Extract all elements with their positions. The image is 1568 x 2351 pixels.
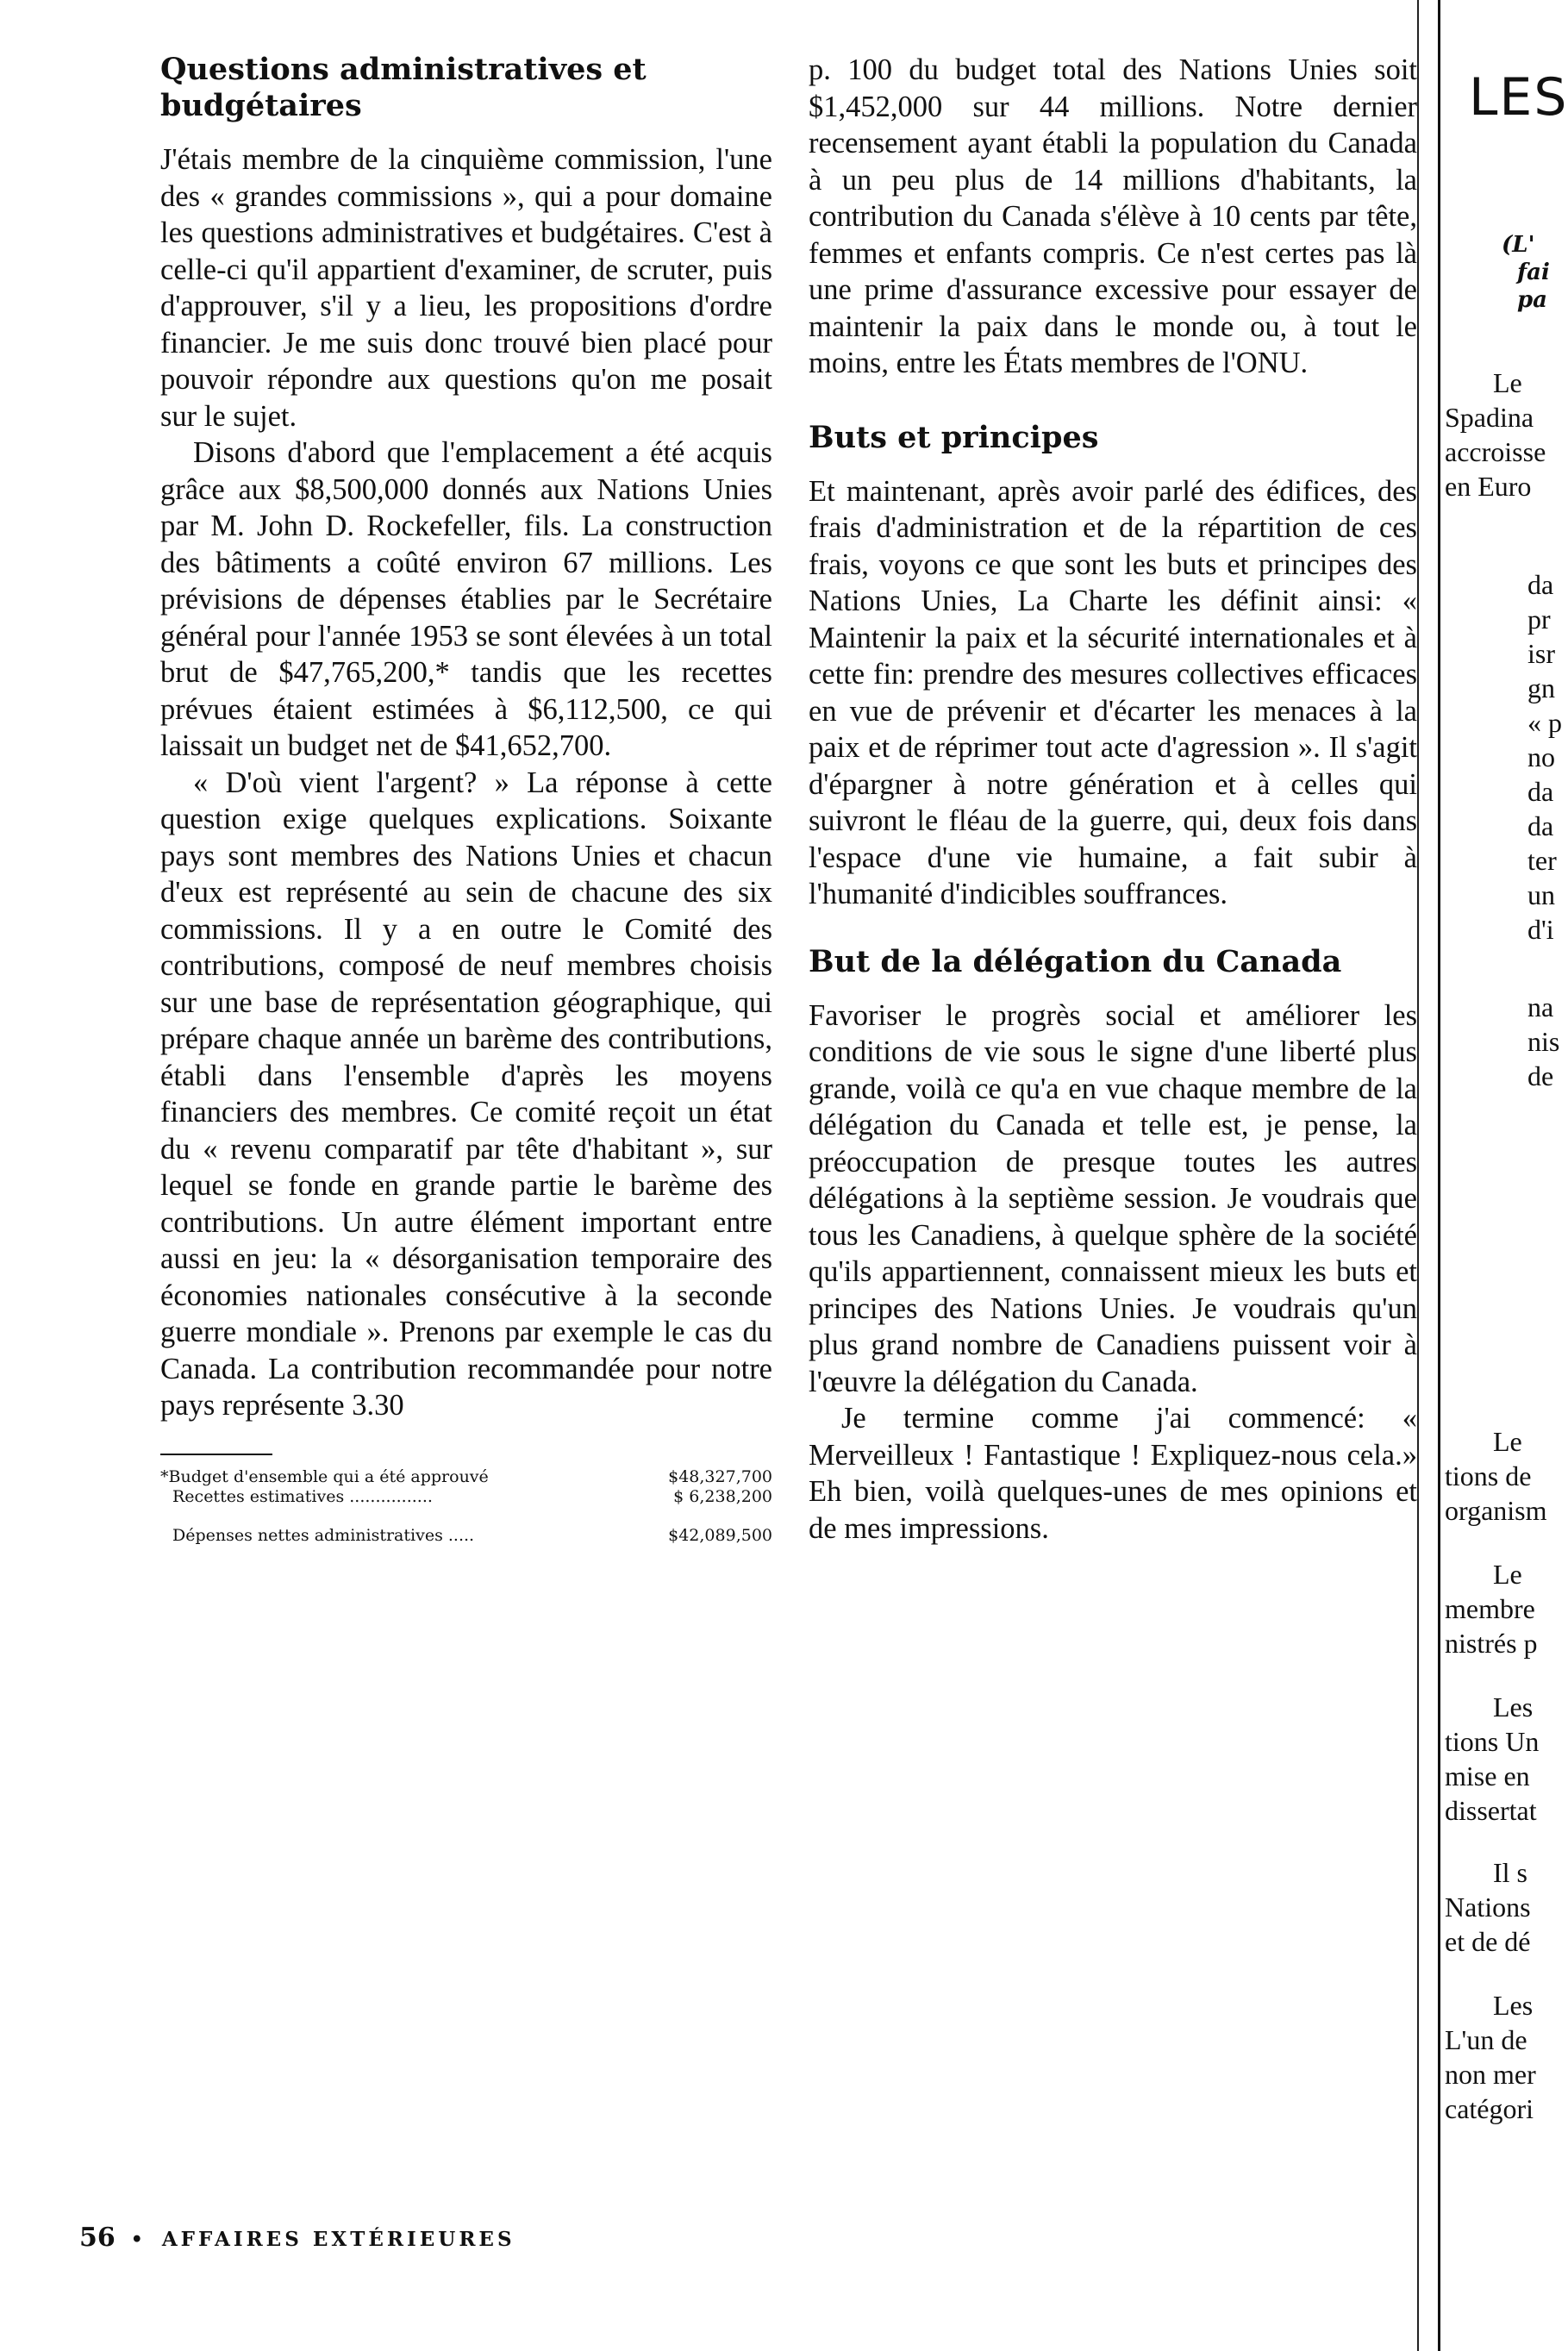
fragment-line: dissertat xyxy=(1445,1795,1537,1826)
footnote-label: *Budget d'ensemble qui a été approuvé xyxy=(160,1466,489,1486)
fragment-line: et de dé xyxy=(1445,1926,1531,1957)
fragment-line: Spadina xyxy=(1445,402,1534,433)
section-heading-buts-principes: Buts et principes xyxy=(809,419,1099,455)
fragment-line: da xyxy=(1527,569,1554,600)
paragraph: Et maintenant, après avoir parlé des édifices, des frais d'administration et de la répartition de ces frais, voyons ce que sont les buts et principes des Nations Unies, La Charte les définit ainsi: « Maintenir la paix et la sécurité internationales et à cette fin: prendre des mesures collectives efficaces en vue de prévenir et d'écarter les menaces à la paix et de réprimer tout acte d'agression ». Il s'agit d'épargner à notre génération et à celles qui suivront le fléau de la guerre, qui, deux fois dans l'espace d'une vie humaine, a fait subir à l'humanité d'indicibles souffrances. xyxy=(809,474,1417,910)
fragment-line: d'i xyxy=(1527,914,1554,945)
fragment-line: organism xyxy=(1445,1495,1547,1526)
footnote-row xyxy=(160,1507,772,1546)
running-title: AFFAIRES EXTÉRIEURES xyxy=(161,2228,515,2251)
fragment-line: na xyxy=(1527,991,1554,1022)
page-number: 56 xyxy=(79,2223,116,2253)
paragraph: Je termine comme j'ai commencé: « Merveilleux ! Fantastique ! Expliquez-nous cela.» Eh bien, voilà quelques-unes de mes opinions et de mes impressions. xyxy=(809,1402,1417,1545)
fragment-line: isr xyxy=(1527,638,1555,669)
fragment-line: membre xyxy=(1445,1593,1535,1624)
fragment-line: ter xyxy=(1527,845,1557,876)
fragment-line: Il s xyxy=(1493,1857,1527,1888)
fragment-line: no xyxy=(1527,741,1555,772)
fragment-line: Le xyxy=(1493,367,1522,398)
paragraph: Disons d'abord que l'emplacement a été acquis grâce aux $8,500,000 donnés aux Nations Unies par M. John D. Rockefeller, fils. La construction des bâtiments a coûté environ 67 millions. Les prévisions de dépenses établies par le Secrétaire général pour l'année 1953 se sont élevées à un total brut de $47,765,200,* tandis que les recettes prévues étaient estimées à $6,112,500, ce qui laissait un budget net de $41,652,700. xyxy=(160,436,772,762)
footnote-amount: $ 6,238,200 xyxy=(673,1486,772,1506)
fragment-line: tions Un xyxy=(1445,1726,1540,1757)
paragraph: J'étais membre de la cinquième commission, l'une des « grandes commissions », qui a pour domaine les questions administratives et budgétaires. C'est à celle-ci qu'il appartient d'examiner, de scruter, puis d'approuver, s'il y a lieu, les propositions d'ordre financier. Je me suis donc trouvé bien placé pour pouvoir répondre aux questions qu'on me posait sur le sujet. xyxy=(160,143,772,433)
paragraph: « D'où vient l'argent? » La réponse à cette question exige quelques explications. Soixante pays sont membres des Nations Unies et chacun d'eux est représenté au sein de chacune des six commissions. Il y a en outre le Comité des contributions, composé de neuf membres choisis sur une base de représentation géographique, qui prépare chaque année un barème des contributions, établi dans l'ensemble d'après les moyens financiers des membres. Ce comité reçoit un état du « revenu comparatif par tête d'habitant », sur lequel se fonde en grande partie le barème des contributions. Un autre élément important entre aussi en jeu: la « désorganisation temporaire des économies nationales consécutive à la seconde guerre mondiale ». Prenons par exemple le cas du Canada. La contribution recommandée pour notre pays représente 3.30 xyxy=(160,766,772,1422)
fragment-italic-line: pa xyxy=(1517,287,1548,313)
budget-footnote xyxy=(160,1467,772,1546)
footnote-row xyxy=(160,1487,772,1507)
column-divider xyxy=(1417,0,1419,2351)
fragment-line: accroisse xyxy=(1445,436,1546,467)
fragment-line: da xyxy=(1527,810,1554,841)
page-edge-line xyxy=(1438,0,1440,2351)
section-heading-delegation: But de la délégation du Canada xyxy=(809,943,1342,979)
fragment-line: catégori xyxy=(1445,2093,1534,2124)
fragment-line: nistrés p xyxy=(1445,1628,1538,1659)
fragment-line: Les xyxy=(1493,1990,1534,2021)
fragment-line: « p xyxy=(1527,707,1562,738)
footnote-label: Dépenses nettes administratives ..... xyxy=(172,1525,475,1545)
fragment-line: Nations xyxy=(1445,1891,1531,1923)
footnote-row xyxy=(160,1467,772,1487)
footnote-label: Recettes estimatives ................ xyxy=(172,1486,433,1506)
footnote-rule xyxy=(160,1454,272,1455)
footer-separator: • xyxy=(130,2229,143,2251)
adjacent-page-fragment xyxy=(1445,0,1568,2351)
fragment-italic-line: (L' xyxy=(1502,232,1535,258)
fragment-line: Le xyxy=(1493,1559,1522,1590)
fragment-line: tions de xyxy=(1445,1460,1532,1491)
fragment-title: LES xyxy=(1469,67,1568,128)
left-column xyxy=(160,52,772,1546)
paragraph: p. 100 du budget total des Nations Unies soit $1,452,000 sur 44 millions. Notre dernier recensement ayant établi la population du Canada à un peu plus de 14 millions d'habitants, la contribution du Canada s'élève à 10 cents par tête, femmes et enfants compris. Ce n'est certes pas là une prime d'assurance excessive pour essayer de maintenir la paix dans le monde ou, à tout le moins, entre les États membres de l'ONU. xyxy=(809,53,1417,379)
fragment-line: gn xyxy=(1527,672,1555,703)
footnote-amount: $42,089,500 xyxy=(668,1525,772,1545)
section-heading-administrative: Questions administratives et budgétaires xyxy=(160,52,647,123)
fragment-line: en Euro xyxy=(1445,471,1532,502)
page-footer xyxy=(79,2223,515,2253)
fragment-italic-line: fai xyxy=(1517,259,1550,285)
paragraph: Favoriser le progrès social et améliorer les conditions de vie sous le signe d'une liberté plus grande, voilà ce qu'a en vue chaque membre de la délégation du Canada et telle est, je pense, la préoccupation de presque toutes les autres délégations à la septième session. Je voudrais que tous les Canadiens, à quelque sphère de la société qu'ils appartiennent, connaissent mieux les buts et principes des Nations Unies. Je voudrais qu'un plus grand nombre de Canadiens puissent voir à l'œuvre la délégation du Canada. xyxy=(809,998,1417,1398)
fragment-line: pr xyxy=(1527,603,1551,635)
middle-column xyxy=(809,52,1417,1547)
footnote-amount: $48,327,700 xyxy=(668,1466,772,1486)
fragment-line: nis xyxy=(1527,1026,1560,1057)
fragment-line: mise en xyxy=(1445,1760,1530,1791)
fragment-line: un xyxy=(1527,879,1555,910)
fragment-line: Les xyxy=(1493,1691,1534,1723)
fragment-line: Le xyxy=(1493,1426,1522,1457)
fragment-line: L'un de xyxy=(1445,2024,1527,2055)
fragment-line: da xyxy=(1527,776,1554,807)
fragment-line: de xyxy=(1527,1060,1554,1091)
fragment-line: non mer xyxy=(1445,2059,1536,2090)
